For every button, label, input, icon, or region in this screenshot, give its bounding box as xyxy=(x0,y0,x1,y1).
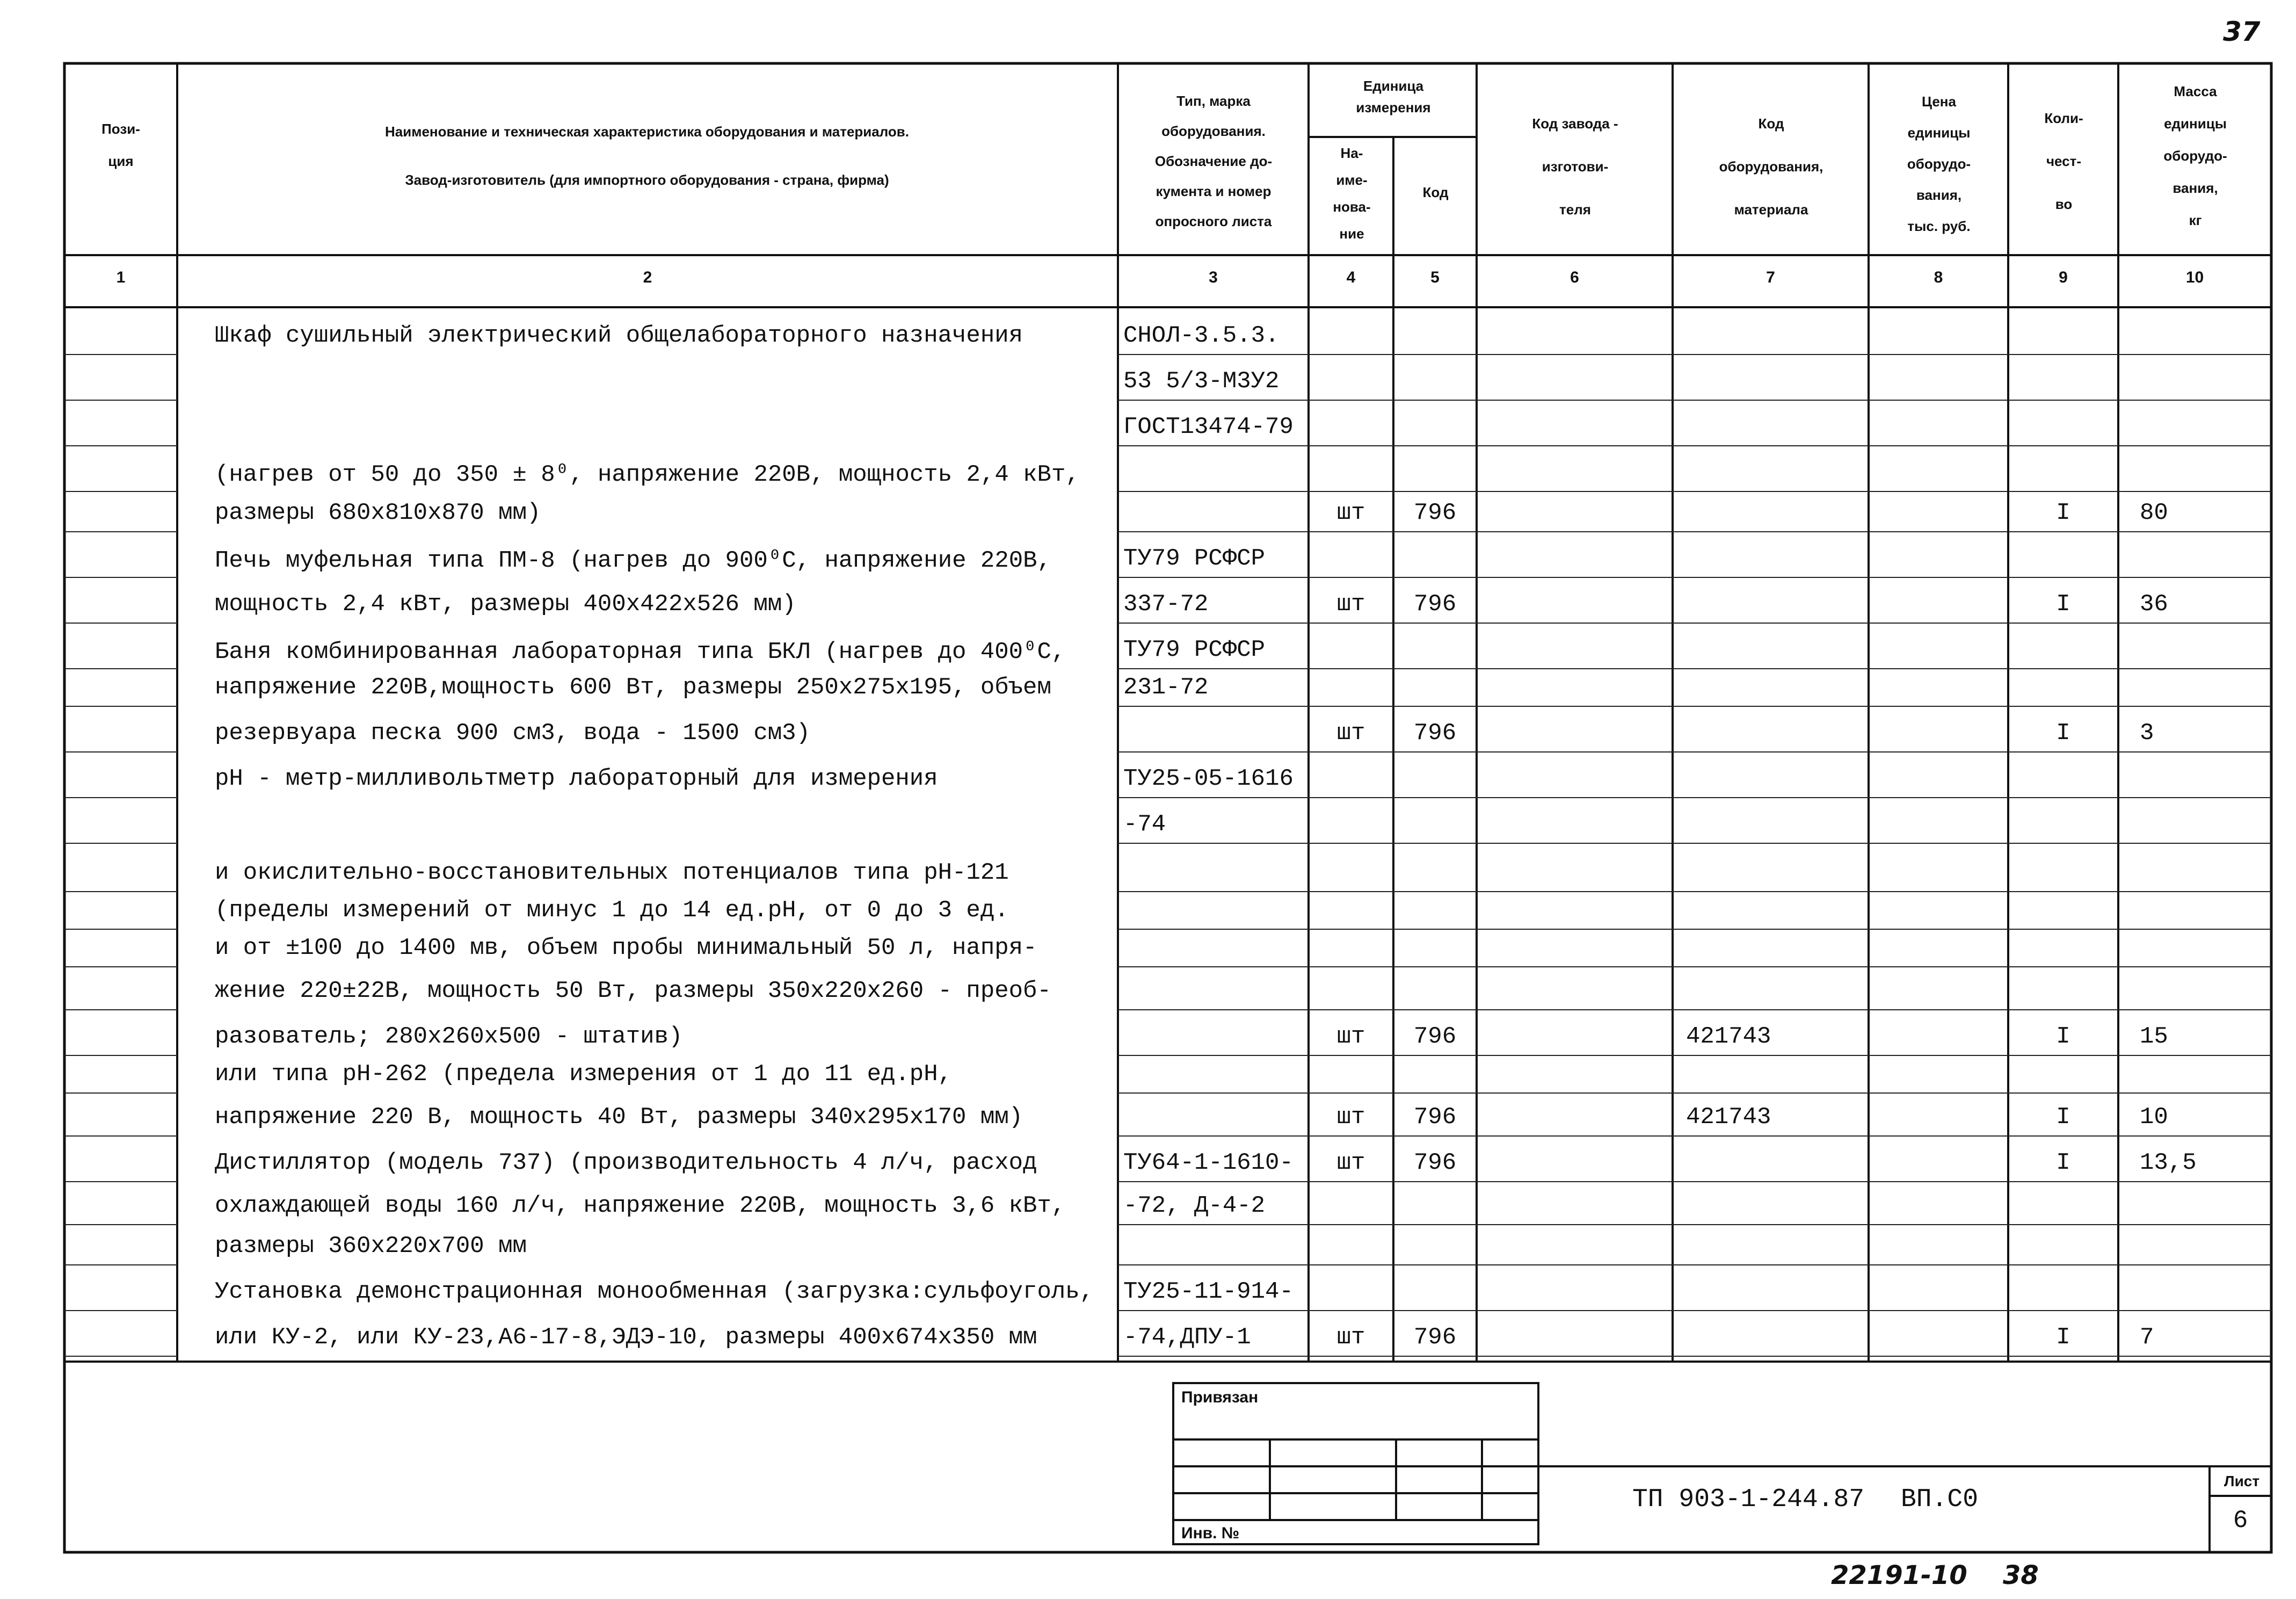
row-type: ТУ25-05-1616 xyxy=(1123,765,1294,792)
document-code: ТП 903-1-244.87 xyxy=(1632,1485,1865,1514)
row-unit: шт xyxy=(1336,720,1365,747)
stamp-inventory: Инв. № xyxy=(1181,1524,1240,1542)
row-mass: 7 xyxy=(2140,1324,2154,1351)
header-price-line: единицы xyxy=(1907,125,1971,141)
header-unit-name-line: нова- xyxy=(1333,199,1371,215)
row-name: размеры 360х220х700 мм xyxy=(215,1233,527,1260)
row-type: ТУ64-1-1610- xyxy=(1123,1149,1294,1176)
row-type: 53 5/3-М3У2 xyxy=(1123,368,1280,395)
row-mass: 15 xyxy=(2140,1023,2168,1050)
row-name: Печь муфельная типа ПМ-8 (нагрев до 900⁰С, напряжение 220В, xyxy=(215,547,1051,574)
row-quantity: I xyxy=(2056,1324,2070,1351)
row-quantity: I xyxy=(2056,500,2070,526)
header-maker-code xyxy=(1478,102,1673,231)
corner-page-mark: 37 xyxy=(2223,16,2261,47)
row-quantity: I xyxy=(2056,591,2070,618)
row-name: Баня комбинированная лабораторная типа БКЛ (нагрев до 400⁰С, xyxy=(215,639,1066,665)
header-name-line: Завод-изготовитель (для импортного оборудования - страна, фирма) xyxy=(405,172,889,188)
row-unit: шт xyxy=(1336,591,1365,618)
header-quantity-line: чест- xyxy=(2046,153,2082,169)
header-unit-name-line: ние xyxy=(1339,226,1364,242)
row-type: ТУ79 РСФСР xyxy=(1123,545,1266,572)
col-number: 6 xyxy=(1570,269,1579,286)
header-maker-code-line: Код завода - xyxy=(1532,115,1618,132)
header-type-line: оборудования. xyxy=(1161,123,1266,139)
row-name: напряжение 220В,мощность 600 Вт, размеры 250х275х195, объем xyxy=(215,674,1051,701)
row-unit-code: 796 xyxy=(1413,1104,1457,1131)
col-number: 3 xyxy=(1209,269,1218,286)
row-name: мощность 2,4 кВт, размеры 400х422х526 мм) xyxy=(215,591,796,618)
footer-archive-number: 22191-10 xyxy=(1831,1560,1967,1590)
sheet-number: 6 xyxy=(2233,1507,2248,1535)
row-mass: 3 xyxy=(2140,720,2154,747)
header-equipment-code-line: Код xyxy=(1758,115,1784,132)
header-position-line: ция xyxy=(108,153,134,169)
header-type-line: Тип, марка xyxy=(1176,93,1251,109)
header-quantity-line: во xyxy=(2055,196,2073,212)
header-price xyxy=(1870,86,2008,242)
row-name: рН - метр-милливольтметр лабораторный для измерения xyxy=(215,765,938,792)
row-name: Установка демонстрационная монообменная (загрузка:сульфоуголь, xyxy=(215,1278,1094,1305)
row-quantity: I xyxy=(2056,1149,2070,1176)
row-unit-code: 796 xyxy=(1413,1149,1457,1176)
row-name: напряжение 220 В, мощность 40 Вт, размеры 340х295х170 мм) xyxy=(215,1104,1023,1131)
row-quantity: I xyxy=(2056,720,2070,747)
header-position xyxy=(64,113,177,177)
header-type-line: кумента и номер xyxy=(1156,183,1271,199)
row-type: -74,ДПУ-1 xyxy=(1123,1324,1251,1351)
row-name: размеры 680х810х870 мм) xyxy=(215,500,541,526)
header-position-line: Пози- xyxy=(101,121,140,137)
row-name: разователь; 280х260х500 - штатив) xyxy=(215,1023,683,1050)
row-unit-code: 796 xyxy=(1413,1324,1457,1351)
col-number: 1 xyxy=(116,269,126,286)
row-type: СНОЛ-3.5.3. xyxy=(1123,322,1280,349)
row-unit-code: 796 xyxy=(1413,720,1457,747)
row-type: ТУ25-11-914- xyxy=(1123,1278,1294,1305)
row-unit: шт xyxy=(1336,1324,1365,1351)
header-mass-line: кг xyxy=(2189,212,2202,228)
header-unit-name-line: име- xyxy=(1336,172,1368,188)
row-name: жение 220±22В, мощность 50 Вт, размеры 350х220х260 - преоб- xyxy=(215,978,1051,1004)
row-name: и окислительно-восстановительных потенциалов типа рН-121 xyxy=(215,859,1009,886)
sheet-label: Лист xyxy=(2224,1473,2260,1489)
header-name xyxy=(183,107,1111,204)
row-equipment-code: 421743 xyxy=(1686,1023,1771,1050)
header-equipment-code xyxy=(1674,102,1869,231)
row-mass: 80 xyxy=(2140,500,2168,526)
row-name: Шкаф сушильный электрический общелабораторного назначения xyxy=(215,322,1023,349)
col-number: 4 xyxy=(1346,269,1356,286)
footer-page-number: 38 xyxy=(2003,1560,2039,1590)
row-unit-code: 796 xyxy=(1413,1023,1457,1050)
row-equipment-code: 421743 xyxy=(1686,1104,1771,1131)
row-mass: 10 xyxy=(2140,1104,2168,1131)
row-type: -72, Д-4-2 xyxy=(1123,1192,1266,1219)
header-price-line: вания, xyxy=(1916,187,1962,203)
row-unit: шт xyxy=(1336,500,1365,526)
row-type: ГОСТ13474-79 xyxy=(1123,414,1294,440)
row-unit: шт xyxy=(1336,1149,1365,1176)
row-name: охлаждающей воды 160 л/ч, напряжение 220В, мощность 3,6 кВт, xyxy=(215,1192,1066,1219)
row-unit-code: 796 xyxy=(1413,500,1457,526)
row-unit: шт xyxy=(1336,1104,1365,1131)
header-name-line: Наименование и техническая характеристика оборудования и материалов. xyxy=(384,124,909,140)
row-mass: 13,5 xyxy=(2140,1149,2197,1176)
col-number: 2 xyxy=(643,269,652,286)
row-unit: шт xyxy=(1336,1023,1365,1050)
header-equipment-code-line: материала xyxy=(1734,201,1808,218)
row-unit-code: 796 xyxy=(1413,591,1457,618)
row-type: ТУ79 РСФСР xyxy=(1123,636,1266,663)
row-type: 231-72 xyxy=(1123,674,1209,701)
header-maker-code-line: изготови- xyxy=(1542,158,1609,175)
document-suffix: ВП.С0 xyxy=(1901,1485,1979,1514)
header-unit-code: Код xyxy=(1422,184,1449,200)
header-quantity-line: Коли- xyxy=(2044,110,2083,126)
row-name: (нагрев от 50 до 350 ± 8⁰, напряжение 220В, мощность 2,4 кВт, xyxy=(215,461,1080,488)
row-type: -74 xyxy=(1123,811,1166,838)
header-equipment-code-line: оборудования, xyxy=(1719,158,1823,175)
header-type xyxy=(1120,86,1307,236)
header-price-line: тыс. руб. xyxy=(1907,218,1971,234)
header-unit-group: Единица измерения xyxy=(1356,78,1431,115)
header-unit-name-line: На- xyxy=(1340,145,1363,161)
row-name: (пределы измерений от минус 1 до 14 ед.рН, от 0 до 3 ед. xyxy=(215,897,1009,924)
header-unit-name xyxy=(1310,140,1393,247)
row-name: или типа рН-262 (предела измерения от 1 до 11 ед.рН, xyxy=(215,1061,953,1088)
header-price-line: Цена xyxy=(1922,93,1956,110)
stamp-privyazan: Привязан xyxy=(1181,1388,1259,1406)
row-quantity: I xyxy=(2056,1104,2070,1131)
header-mass-line: единицы xyxy=(2164,115,2227,132)
row-name: или КУ-2, или КУ-23,А6-17-8,ЭДЭ-10, размеры 400х674х350 мм xyxy=(215,1324,1037,1351)
col-number: 8 xyxy=(1934,269,1943,286)
header-type-line: опросного листа xyxy=(1155,213,1272,229)
col-number: 5 xyxy=(1430,269,1440,286)
row-name: резервуара песка 900 см3, вода - 1500 см3) xyxy=(215,720,810,747)
header-mass xyxy=(2119,75,2271,236)
header-maker-code-line: теля xyxy=(1559,201,1591,218)
row-name: Дистиллятор (модель 737) (производительность 4 л/ч, расход xyxy=(215,1149,1037,1176)
col-number: 9 xyxy=(2059,269,2068,286)
col-number: 7 xyxy=(1766,269,1775,286)
header-type-line: Обозначение до- xyxy=(1154,153,1273,169)
header-mass-line: Масса xyxy=(2174,83,2217,99)
row-quantity: I xyxy=(2056,1023,2070,1050)
row-type: 337-72 xyxy=(1123,591,1209,618)
header-mass-line: вания, xyxy=(2173,180,2218,196)
row-mass: 36 xyxy=(2140,591,2168,618)
row-name: и от ±100 до 1400 мв, объем пробы минимальный 50 л, напря- xyxy=(215,935,1037,961)
header-price-line: оборудо- xyxy=(1907,156,1971,172)
header-quantity xyxy=(2009,97,2118,226)
col-number: 10 xyxy=(2185,269,2204,286)
header-mass-line: оборудо- xyxy=(2163,148,2227,164)
